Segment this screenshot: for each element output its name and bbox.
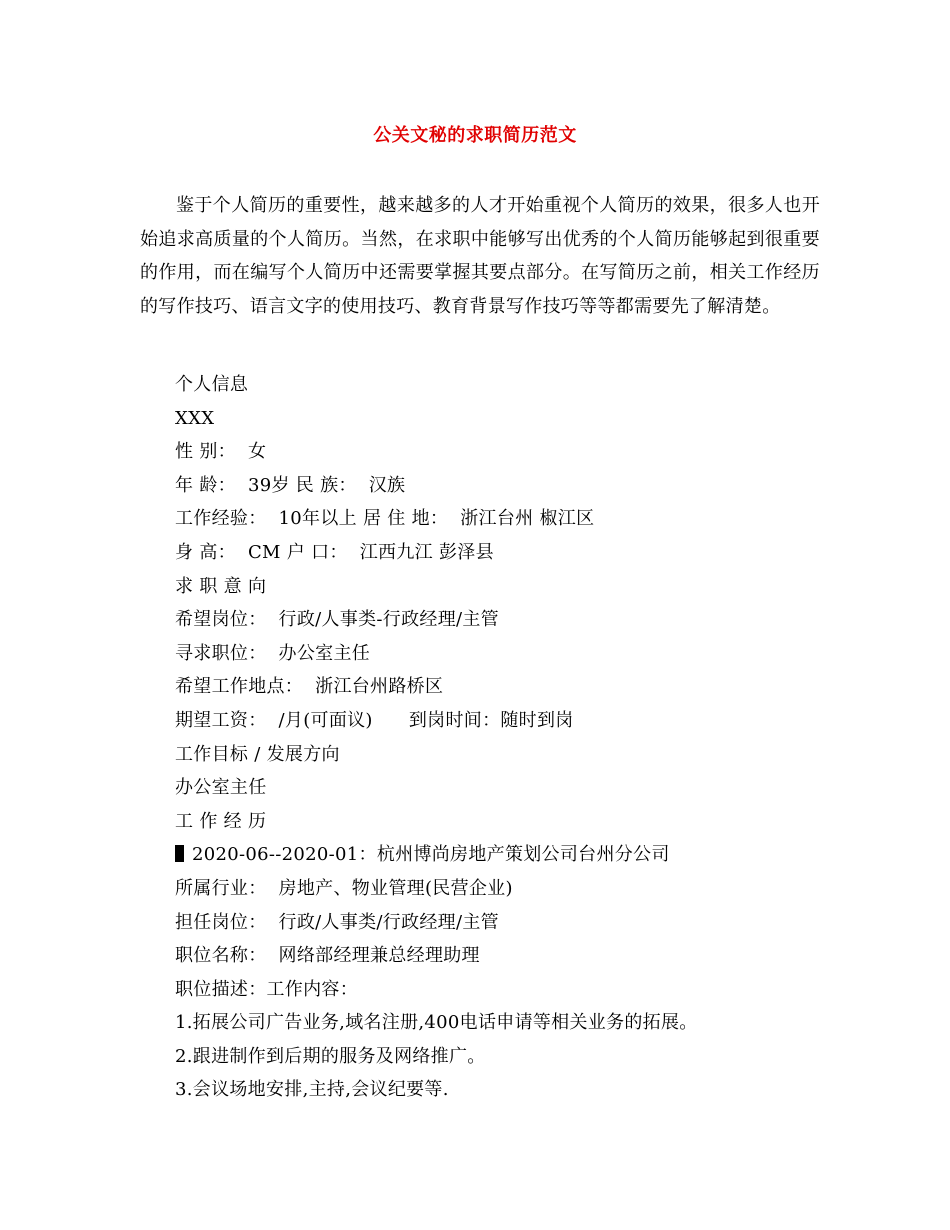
duty-item-2: 2.跟进制作到后期的服务及网络推广。	[175, 1045, 486, 1067]
section-heading-personal-info: 个人信息	[175, 374, 249, 395]
salary-availability-line: 期望工资： /月(可面议) 到岗时间：随时到岗	[175, 709, 574, 731]
gender-line: 性 别： 女	[175, 441, 267, 463]
work-entry-header	[175, 838, 875, 872]
height-hukou-line: 身 高： CM 户 口： 江西九江 彭泽县	[175, 541, 494, 563]
bullet-marker-icon	[175, 845, 184, 862]
role-line: 担任岗位： 行政/人事类/行政经理/主管	[175, 911, 499, 933]
industry-line: 所属行业： 房地产、物业管理(民营企业)	[175, 877, 513, 899]
duty-item-1: 1.拓展公司广告业务,域名注册,400电话申请等相关业务的拓展。	[175, 1012, 698, 1034]
resume-content	[175, 368, 875, 1107]
desired-location-line: 希望工作地点： 浙江台州路桥区	[175, 676, 444, 698]
candidate-name: XXX	[175, 407, 215, 429]
experience-residence-line: 工作经验： 10年以上 居 住 地： 浙江台州 椒江区	[175, 508, 595, 530]
section-heading-career-goal: 工作目标 / 发展方向	[175, 743, 340, 765]
section-heading-work-experience: 工 作 经 历	[175, 810, 267, 832]
work-entry-period-company: 2020-06--2020-01：杭州博尚房地产策划公司台州分公司	[192, 844, 670, 866]
duty-item-3: 3.会议场地安排,主持,会议纪要等.	[175, 1079, 449, 1101]
job-description-heading: 职位描述：工作内容：	[175, 978, 358, 1000]
document-title: 公关文秘的求职简历范文	[373, 125, 577, 146]
intro-paragraph: 鉴于个人简历的重要性，越来越多的人才开始重视个人简历的效果，很多人也开始追求高质量的个人简历。当然，在求职中能够写出优秀的个人简历能够起到很重要的作用，而在编写个人简历中还需要掌握其要点部分。在写简历之前，相关工作经历的写作技巧、语言文字的使用技巧、教育背景写作技巧等等都需要先了解清楚。	[140, 195, 820, 317]
sought-position-line: 寻求职位： 办公室主任	[175, 642, 371, 664]
age-ethnicity-line: 年 龄： 39岁 民 族： 汉族	[175, 474, 406, 496]
career-goal-line: 办公室主任	[175, 777, 267, 799]
section-heading-job-intent: 求 职 意 向	[175, 575, 267, 597]
desired-position-line: 希望岗位： 行政/人事类-行政经理/主管	[175, 609, 499, 631]
job-title-line: 职位名称： 网络部经理兼总经理助理	[175, 945, 480, 967]
